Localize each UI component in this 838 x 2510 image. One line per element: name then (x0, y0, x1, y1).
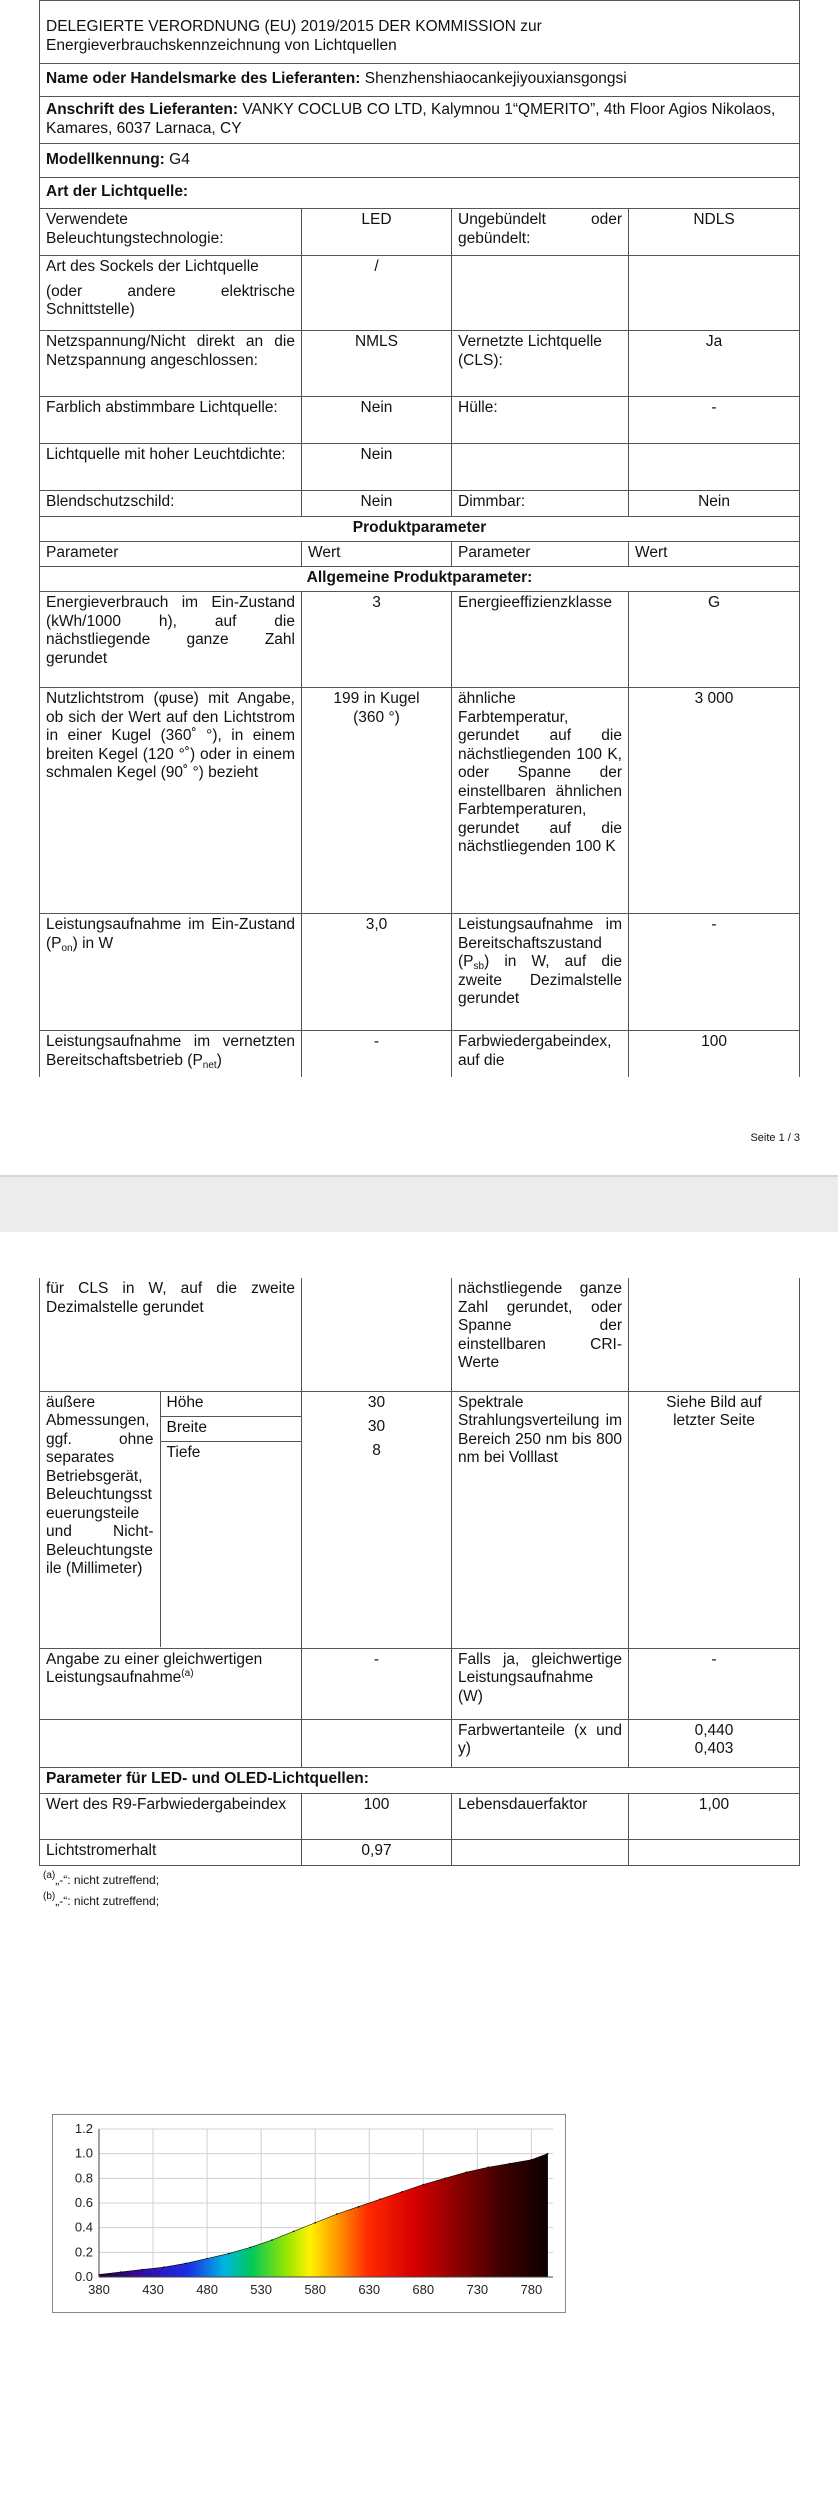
light-row-value-2: NDLS (629, 209, 800, 256)
spectral-point (547, 2153, 549, 2155)
x-tick-label: 530 (250, 2282, 272, 2297)
light-row (40, 256, 800, 331)
col-header-parameter-2: Parameter (452, 542, 629, 567)
equiv-yes-value: - (629, 1648, 800, 1719)
net-label: Leistungsaufnahme im vernetzten Bereitschaftsbetrieb (P (46, 1033, 295, 1069)
param-label: Nutzlichtstrom (φuse) mit Angabe, ob sich der Wert auf den Lichtstrom in einer Kugel (360˚ °), in einem breiten Kegel (120 °˚) oder in einem schmalen Kegel (90˚ °) bezieht (40, 688, 302, 914)
equiv-label-cell (40, 1648, 302, 1719)
page-1 (0, 0, 838, 1160)
param-value-2: 3 000 (629, 688, 800, 914)
param-value: 3,0 (302, 914, 452, 1031)
supplier-name-row (40, 64, 800, 97)
page-separator (0, 1175, 838, 1234)
net-sub: net (202, 1059, 217, 1071)
dimensions-label: äußere Abmessungen, ggf. ohne separates Betriebsgerät, Beleuchtungssteuerungsteile und Nicht-Beleuchtungsteile (Millimeter) (40, 1392, 160, 1647)
light-row-label-2: Ungebündelt oder gebündelt: (452, 209, 629, 256)
y-tick-label: 0.6 (74, 2195, 93, 2210)
param-value-2: 100 (629, 1031, 800, 1078)
maintenance-label: Lichtstromerhalt (40, 1839, 302, 1865)
light-row-label: Netzspannung/Nicht direkt an die Netzspannung angeschlossen: (40, 331, 302, 397)
column-header-row (40, 542, 800, 567)
footnote-b-text: „-“: nicht zutreffend; (55, 1894, 160, 1908)
socket-label-line2: (oder andere elektrische Schnittstelle) (46, 282, 295, 318)
light-row-value-2 (629, 256, 800, 331)
datasheet-table-page-2 (39, 1278, 800, 1866)
spectral-point (401, 2191, 403, 2193)
x-tick-label: 630 (358, 2282, 381, 2297)
param-label-2: Farbwiedergabeindex, auf die (452, 1031, 629, 1078)
chroma-label: Farbwertanteile (x und y) (452, 1719, 629, 1767)
y-tick-label: 0.8 (74, 2170, 93, 2186)
dimension-value: 30 (367, 1393, 386, 1411)
light-row-label: Verwendete Beleuchtungstechnologie: (40, 209, 302, 256)
y-tick-label: 1.2 (74, 2121, 93, 2136)
page-2 (0, 1232, 838, 2510)
empty-cell (302, 1719, 452, 1767)
param-label (40, 914, 302, 1031)
equiv-label: Angabe zu einer gleichwertigen Leistungsaufnahme (46, 1650, 263, 1686)
dimensions-cell (40, 1391, 302, 1648)
datasheet-table-page-1 (39, 0, 800, 1077)
light-row-label-2 (452, 444, 629, 491)
dimensions-values (302, 1391, 452, 1648)
spectral-point (422, 2184, 424, 2186)
model-row (40, 144, 800, 178)
spectral-point (141, 2269, 143, 2271)
equiv-sup: (a) (181, 1668, 194, 1679)
param-value: 3 (302, 592, 452, 688)
socket-label-line1: Art des Sockels der Lichtquelle (46, 258, 259, 275)
x-tick-label: 380 (88, 2282, 110, 2297)
param-label-2: Energieeffizienzklasse (452, 592, 629, 688)
light-row (40, 397, 800, 444)
spectral-point (336, 2213, 338, 2215)
col-header-parameter: Parameter (40, 542, 302, 567)
lifetime-value: 1,00 (629, 1793, 800, 1839)
light-row-label-2: Hülle: (452, 397, 629, 444)
y-tick-label: 0.0 (74, 2269, 93, 2284)
dimensions-inner-table (40, 1392, 301, 1647)
footnote-b-mark: (b) (43, 1891, 56, 1902)
empty-cell (629, 1839, 800, 1865)
spectral-point (466, 2171, 468, 2173)
spectral-point (185, 2263, 187, 2265)
regulation-header (40, 1, 800, 64)
spectral-point (250, 2247, 252, 2249)
light-row-value: LED (302, 209, 452, 256)
spectral-point (509, 2163, 511, 2165)
light-row-value-2: - (629, 397, 800, 444)
empty-cell (40, 1719, 302, 1767)
dimension-value: 8 (372, 1441, 381, 1459)
param-value-2 (629, 1278, 800, 1391)
param-row (40, 1719, 800, 1767)
col-header-value-2: Wert (629, 542, 800, 567)
model-value: G4 (169, 151, 190, 168)
spectral-point (120, 2271, 122, 2273)
supplier-name-label: Name oder Handelsmarke des Lieferanten: (46, 70, 361, 87)
param-label-2: ähnliche Farbtemperatur, gerundet auf die nächstliegenden 100 K, oder Spanne der einstellbaren ähnlichen Farbtemperaturen, gerundet auf die nächstliegenden 100 K (452, 688, 629, 914)
y-tick-label: 0.2 (74, 2244, 93, 2260)
param-value-2: G (629, 592, 800, 688)
spectral-value: Siehe Bild auf letzter Seite (629, 1391, 800, 1648)
power-on-tail: ) in W (72, 934, 114, 952)
light-row-label-2: Dimmbar: (452, 491, 629, 517)
param-row (40, 1278, 800, 1391)
product-parameters-heading: Produktparameter (40, 517, 800, 542)
light-row-value-2 (629, 444, 800, 491)
r9-value: 100 (302, 1793, 452, 1839)
regulation-title: DELEGIERTE VERORDNUNG (EU) 2019/2015 DER KOMMISSION zur (46, 18, 542, 35)
supplier-name-value: Shenzhenshiaocankejiyouxiansgongsi (364, 70, 627, 87)
spectral-point (228, 2253, 230, 2255)
spectral-point (531, 2159, 533, 2161)
spectral-label: Spektrale Strahlungsverteilung im Bereich 250 nm bis 800 nm bei Volllast (452, 1391, 629, 1648)
standby-label: Leistungsaufnahme im Bereitschaftszustand (P (458, 916, 622, 970)
spectral-point (206, 2258, 208, 2260)
param-row (40, 1839, 800, 1865)
r9-label: Wert des R9-Farbwiedergabeindex (40, 1793, 302, 1839)
spectral-point (358, 2206, 360, 2208)
light-row-label: Farblich abstimmbare Lichtquelle: (40, 397, 302, 444)
supplier-address-row (40, 97, 800, 144)
param-label: Energieverbrauch im Ein-Zustand (kWh/1000 h), auf die nächstliegende ganze Zahl gerundet (40, 592, 302, 688)
param-label (40, 1031, 302, 1078)
cri-label-continued: nächstliegende ganze Zahl gerundet, oder Spanne der einstellbaren CRI-Werte (452, 1278, 629, 1391)
net-label-continued: für CLS in W, auf die zweite Dezimalstelle gerundet (40, 1278, 302, 1391)
light-row-label (40, 256, 302, 331)
x-tick-label: 680 (412, 2282, 435, 2297)
dimensions-row (40, 1391, 800, 1648)
light-row-value: NMLS (302, 331, 452, 397)
footnote-a-text: „-“: nicht zutreffend; (55, 1873, 160, 1887)
led-parameters-heading: Parameter für LED- und OLED-Lichtquellen: (40, 1767, 800, 1793)
spectral-point (444, 2178, 446, 2180)
param-value-2: - (629, 914, 800, 1031)
empty-cell (452, 1839, 629, 1865)
chroma-y: 0,403 (694, 1740, 734, 1757)
supplier-address-label: Anschrift des Lieferanten: (46, 101, 239, 118)
light-row-value-2: Nein (629, 491, 800, 517)
param-row (40, 1031, 800, 1078)
light-row (40, 209, 800, 256)
param-row (40, 914, 800, 1031)
param-value (302, 1278, 452, 1391)
x-tick-label: 430 (142, 2282, 164, 2297)
general-parameters-heading: Allgemeine Produktparameter: (40, 567, 800, 592)
param-row (40, 1648, 800, 1719)
footnote-a (43, 1870, 159, 1891)
light-row-label-2 (452, 256, 629, 331)
light-source-heading: Art der Lichtquelle: (40, 178, 800, 209)
light-row-value: / (302, 256, 452, 331)
footnotes (43, 1870, 159, 1912)
light-row (40, 491, 800, 517)
param-value: - (302, 1031, 452, 1078)
spectral-point (293, 2231, 295, 2233)
param-row (40, 592, 800, 688)
equiv-value: - (302, 1648, 452, 1719)
chroma-values (629, 1719, 800, 1767)
model-label: Modellkennung: (46, 151, 165, 168)
light-row-label: Blendschutzschild: (40, 491, 302, 517)
col-header-value: Wert (302, 542, 452, 567)
x-tick-label: 780 (520, 2282, 543, 2297)
power-on-sub: on (61, 942, 73, 954)
x-tick-label: 730 (466, 2282, 489, 2297)
net-tail: ) (216, 1051, 222, 1069)
light-row-value: Nein (302, 397, 452, 444)
dimension-value: 30 (367, 1417, 386, 1435)
y-tick-label: 1.0 (74, 2145, 93, 2161)
spectral-distribution-chart (53, 2115, 565, 2312)
param-label-2 (452, 914, 629, 1031)
y-tick-label: 0.4 (74, 2219, 93, 2235)
x-tick-label: 480 (196, 2282, 218, 2297)
light-row (40, 331, 800, 397)
spectral-point (271, 2239, 273, 2241)
standby-tail: ) in W, auf die zweite Dezimalstelle gerundet (458, 953, 622, 1007)
spectral-point (314, 2222, 316, 2224)
footnote-b (43, 1891, 159, 1912)
param-value: 199 in Kugel (360 °) (302, 688, 452, 914)
light-row-value-2: Ja (629, 331, 800, 397)
chroma-x: 0,440 (694, 1721, 734, 1739)
x-tick-label: 580 (304, 2282, 327, 2297)
spectral-point (379, 2199, 381, 2201)
spectral-chart-frame (52, 2114, 566, 2313)
dimension-name: Tiefe (166, 1443, 201, 1461)
page-number: Seite 1 / 3 (750, 1132, 800, 1144)
dimension-name: Höhe (161, 1392, 302, 1417)
power-on-label: Leistungsaufnahme im Ein-Zustand (P (46, 916, 295, 952)
light-row (40, 444, 800, 491)
lifetime-label: Lebensdauerfaktor (452, 1793, 629, 1839)
light-row-value: Nein (302, 444, 452, 491)
spectral-point (163, 2266, 165, 2268)
param-row (40, 1793, 800, 1839)
dimension-name: Breite (161, 1417, 302, 1442)
spectral-area (99, 2154, 548, 2277)
light-row-label-2: Vernetzte Lichtquelle (CLS): (452, 331, 629, 397)
supplier-address-value: VANKY COCLUB CO LTD, Kalymnou 1“QMERITO”, 4th Floor Agios Nikolaos, Kamares, 6037 Larnaca, CY (46, 101, 776, 137)
spectral-point (487, 2166, 489, 2168)
regulation-subtitle: Energieverbrauchskennzeichnung von Lichtquellen (46, 36, 397, 54)
light-row-label: Lichtquelle mit hoher Leuchtdichte: (40, 444, 302, 491)
dimensions-names (160, 1392, 301, 1647)
equiv-yes-label: Falls ja, gleichwertige Leistungsaufnahme (W) (452, 1648, 629, 1719)
light-row-value: Nein (302, 491, 452, 517)
param-row (40, 688, 800, 914)
footnote-a-mark: (a) (43, 1870, 56, 1881)
standby-sub: sb (473, 961, 485, 972)
maintenance-value: 0,97 (302, 1839, 452, 1865)
